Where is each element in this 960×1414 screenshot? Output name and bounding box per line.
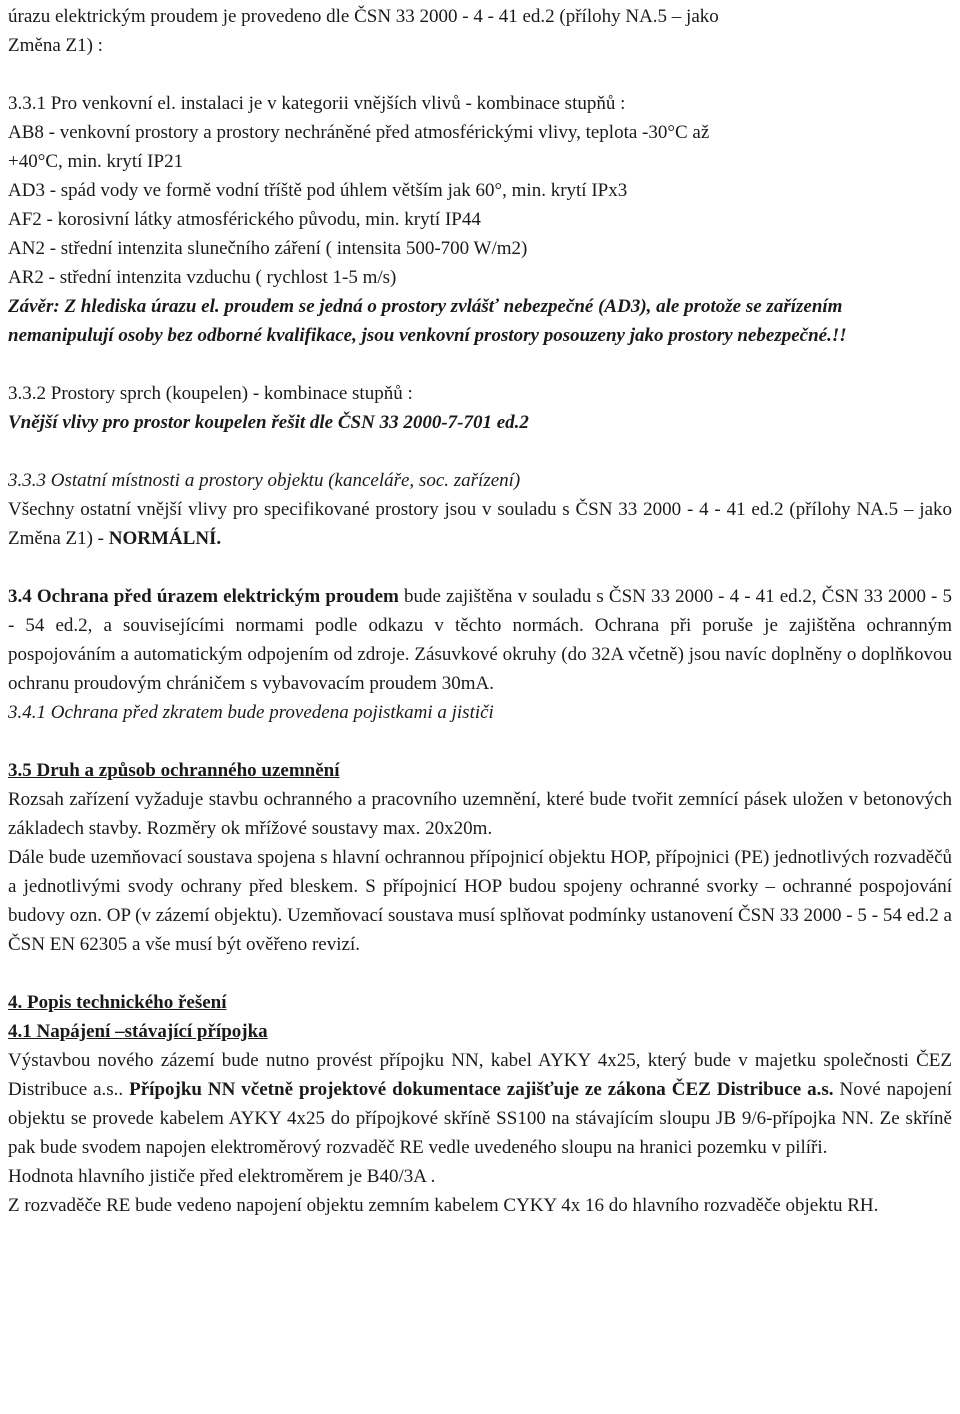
influence-af2: AF2 - korosivní látky atmosférického původu, min. krytí IP44 — [8, 209, 481, 230]
influence-ab8-line-2: +40°C, min. krytí IP21 — [8, 151, 184, 172]
section-4-1-bold-note: Přípojku NN včetně projektové dokumentace zajišťuje ze zákona ČEZ Distribuce a.s. — [129, 1079, 834, 1100]
section-3-3-3-body: Všechny ostatní vnější vlivy pro specifikované prostory jsou v souladu s ČSN 33 2000 - 4 - 41 ed.2 (přílohy NA.5 – jako Změna Z1) - — [8, 499, 952, 549]
normal-verdict: NORMÁLNÍ. — [108, 528, 222, 549]
section-4-1-text-c: Nové napojení objektu se provede kabelem AYKY 4x25 do přípojkové skříně SS100 na stávajícím sloupu JB 9/6-přípojka NN. Ze skříně pak bude svodem napojen elektroměrový rozvaděč RE vedle uvedeného sloupu na hranici pozemku v pilíři. — [8, 1079, 953, 1158]
section-3-5-paragraph-2: Dále bude uzemňovací soustava spojena s hlavní ochrannou přípojnicí objektu HOP, přípojnici (PE) jednotlivých rozvaděčů a jednotlivými svody ochrany před bleskem. S přípojnicí HOP budou spojeny ochranné svorky – ochranné pospojování budovy ozn. OP (v zázemí objektu). Uzemňovací soustava musí splňovat podmínky ustanovení ČSN 33 2000 - 5 - 54 ed.2 a ČSN EN 62305 a vše musí být ověřeno revizí. — [8, 847, 952, 955]
section-3-3-1-heading: 3.3.1 Pro venkovní el. instalaci je v kategorii vnějších vlivů - kombinace stupňů : — [8, 93, 626, 114]
conclusion-text: Závěr: Z hlediska úrazu el. proudem se jedná o prostory zvlášť nebezpečné (AD3), ale protože se zařízením nemanipulují osoby bez odborné kvalifikace, jsou venkovní prostory posouzeny jako prostory nebezpečné.!! — [8, 296, 847, 346]
section-3-4-paragraph — [8, 582, 952, 698]
section-4-1-paragraph-3: Z rozvaděče RE bude vedeno napojení objektu zemním kabelem CYKY 4x 16 do hlavního rozvaděče objektu RH. — [8, 1195, 879, 1216]
bathroom-influences-note: Vnější vlivy pro prostor koupelen řešit dle ČSN 33 2000-7-701 ed.2 — [8, 412, 529, 433]
section-3-4-1-text: 3.4.1 Ochrana před zkratem bude provedena pojistkami a jističi — [8, 702, 494, 723]
section-3-3-2-heading: 3.3.2 Prostory sprch (koupelen) - kombinace stupňů : — [8, 383, 413, 404]
section-4-1-text-a: Výstavbou nového zázemí bude nutno provést přípojku NN, kabel AYKY 4x25, který bude v majetku společnosti ČEZ Distribuce a.s.. — [8, 1050, 952, 1100]
section-3-3-3-heading: 3.3.3 Ostatní místnosti a prostory objektu (kanceláře, soc. zařízení) — [8, 470, 521, 491]
influence-ab8-line-1: AB8 - venkovní prostory a prostory nechráněné před atmosférickými vlivy, teplota -30°C až — [8, 122, 710, 143]
section-4-1-heading: 4.1 Napájení –stávající přípojka — [8, 1021, 268, 1042]
section-4-heading: 4. Popis technického řešení — [8, 992, 227, 1013]
influence-an2: AN2 - střední intenzita slunečního záření ( intensita 500-700 W/m2) — [8, 238, 528, 259]
section-3-3-3-text — [8, 495, 952, 553]
main-breaker-value: Hodnota hlavního jističe před elektroměrem je B40/3A . — [8, 1166, 436, 1187]
section-3-4-heading: 3.4 Ochrana před úrazem elektrickým proudem — [8, 586, 399, 607]
section-4-1-paragraph-1 — [8, 1046, 952, 1162]
section-3-4-text: bude zajištěna v souladu s ČSN 33 2000 - 4 - 41 ed.2, ČSN 33 2000 - 5 - 54 ed.2, a souvisejícími normami podle odkazu v těchto normách. Ochrana při poruše je zajištěna ochranným pospojováním a automatickým odpojením od zdroje. Zásuvkové okruhy (do 32A včetně) jsou navíc doplněny o doplňkovou ochranu proudovým chráničem s vybavovacím proudem 30mA. — [8, 586, 952, 694]
intro-line-1: úrazu elektrickým proudem je provedeno dle ČSN 33 2000 - 4 - 41 ed.2 (přílohy NA.5 – jako — [8, 6, 719, 27]
intro-line-2: Změna Z1) : — [8, 35, 103, 56]
section-3-5-heading: 3.5 Druh a způsob ochranného uzemnění — [8, 760, 340, 781]
section-3-5-paragraph-1: Rozsah zařízení vyžaduje stavbu ochranného a pracovního uzemnění, které bude tvořit zemnící pásek uložen v betonových základech stavby. Rozměry ok mřížové soustavy max. 20x20m. — [8, 789, 952, 839]
influence-ar2: AR2 - střední intenzita vzduchu ( rychlost 1-5 m/s) — [8, 267, 397, 288]
influence-ad3: AD3 - spád vody ve formě vodní tříště pod úhlem větším jak 60°, min. krytí IPx3 — [8, 180, 628, 201]
